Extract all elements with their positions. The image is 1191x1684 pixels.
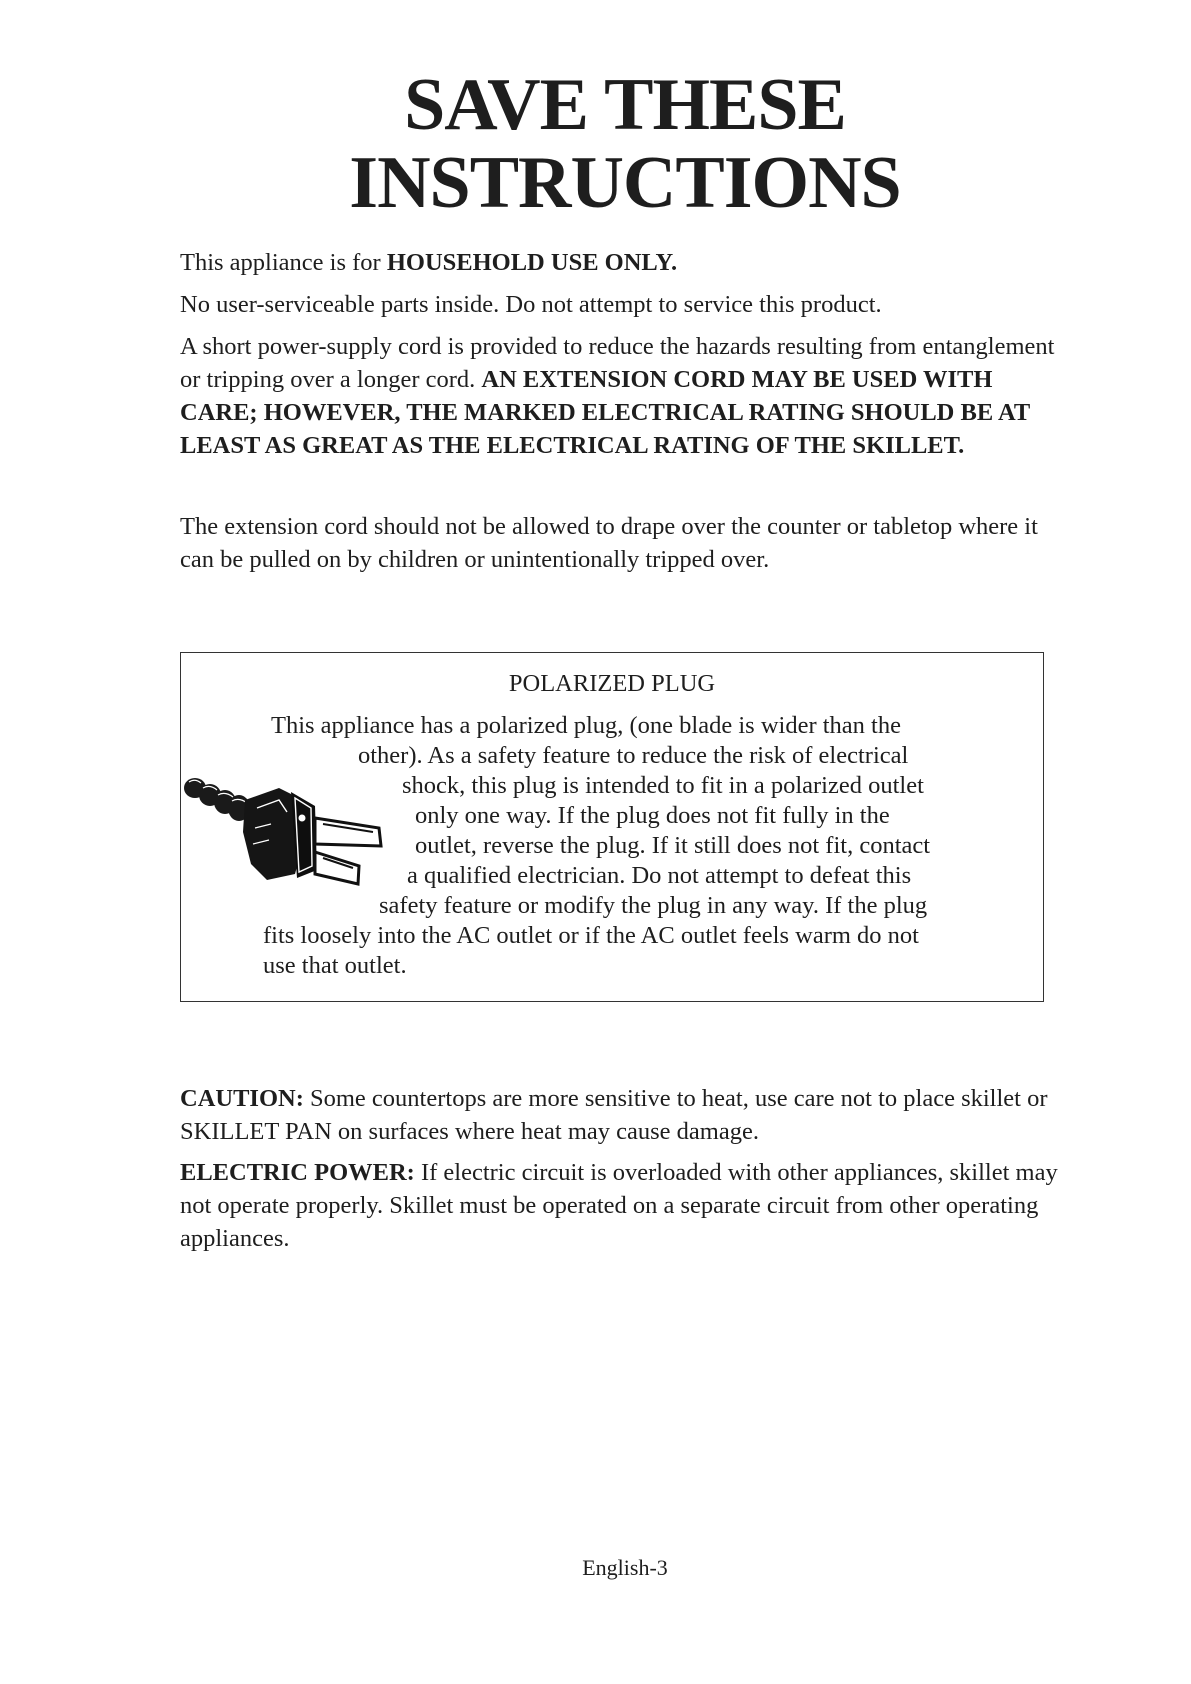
title-line-2: INSTRUCTIONS: [349, 142, 901, 224]
page-number: English-3: [582, 1555, 668, 1580]
no-parts-text: No user-serviceable parts inside. Do not attempt to service this product.: [180, 291, 882, 318]
short-cord-paragraph: [180, 330, 1060, 462]
household-prefix: This appliance is for: [180, 249, 387, 276]
polarized-plug-icon: [183, 766, 393, 906]
household-bold: HOUSEHOLD USE ONLY.: [386, 249, 678, 276]
plug-text-line-7: safety feature or modify the plug in any way. If the plug: [379, 892, 928, 919]
caution-label: CAUTION:: [180, 1085, 304, 1112]
page-title: [0, 66, 1191, 222]
plug-text-line-9: use that outlet.: [263, 952, 407, 979]
plug-text-line-1: This appliance has a polarized plug, (one blade is wider than the: [271, 712, 901, 739]
polarized-plug-box: [180, 652, 1044, 1002]
caution-text: Some countertops are more sensitive to heat, use care not to place skillet or SKILLET PAN on surfaces where heat may cause damage.: [180, 1085, 1048, 1145]
household-use-paragraph: [180, 246, 1060, 279]
plug-text-line-2: other). As a safety feature to reduce the risk of electrical: [358, 742, 909, 769]
plug-text-line-4: only one way. If the plug does not fit fully in the: [415, 802, 890, 829]
plug-text-line-8: fits loosely into the AC outlet or if the AC outlet feels warm do not: [263, 922, 919, 949]
short-cord-warning: AN EXTENSION CORD MAY BE USED WITH CARE; HOWEVER, THE MARKED ELECTRICAL RATING SHOULD BE AT LEAST AS GREAT AS THE ELECTRICAL RATING OF THE SKILLET.: [180, 366, 1030, 459]
short-cord-text: A short power-supply cord is provided to reduce the hazards resulting from entanglement or tripping over a longer cord.: [180, 333, 1055, 393]
plug-text-line-3: shock, this plug is intended to fit in a polarized outlet: [402, 772, 924, 799]
plug-text-line-6: a qualified electrician. Do not attempt to defeat this: [407, 862, 912, 889]
extension-cord-paragraph: [180, 510, 1060, 576]
plug-text-line-5: outlet, reverse the plug. If it still does not fit, contact: [415, 832, 931, 859]
polarized-plug-heading: POLARIZED PLUG: [508, 670, 716, 697]
electric-power-paragraph: [180, 1156, 1060, 1255]
electric-power-label: ELECTRIC POWER:: [180, 1159, 415, 1186]
caution-paragraph: [180, 1082, 1060, 1148]
extension-cord-text: The extension cord should not be allowed to drape over the counter or tabletop where it can be pulled on by children or unintentionally tripped over.: [180, 513, 1038, 573]
electric-power-text: If electric circuit is overloaded with other appliances, skillet may not operate properly. Skillet must be operated on a separate circuit from other operating appliances.: [180, 1159, 1058, 1252]
title-line-1: SAVE THESE: [404, 64, 846, 146]
no-parts-paragraph: [180, 288, 1060, 321]
